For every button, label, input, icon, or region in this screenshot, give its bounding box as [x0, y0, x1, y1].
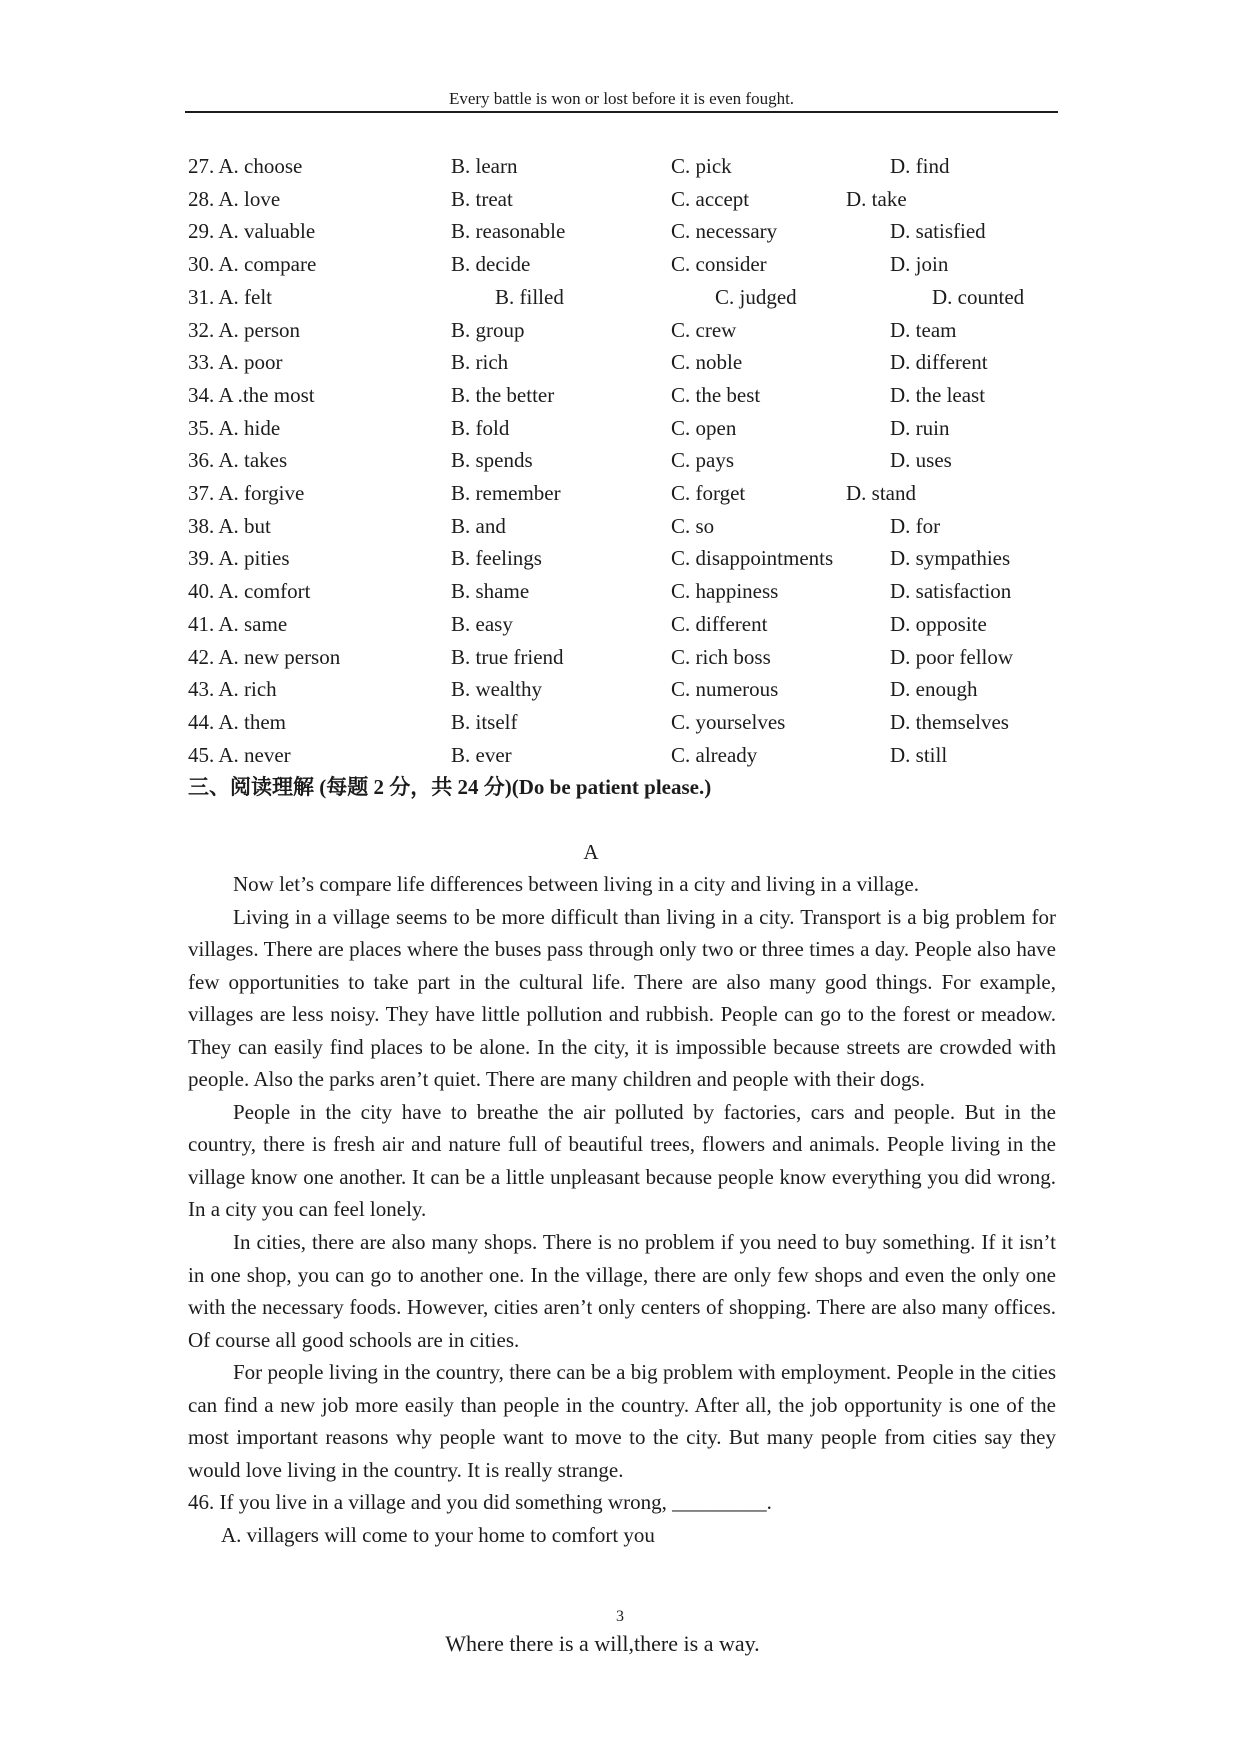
passage-label: A — [583, 840, 599, 864]
option-a: 32. A. person — [188, 317, 300, 342]
passage-paragraph: In cities, there are also many shops. There is no problem if you need to buy something. If it isn’t in one shop, you can go to another one. In the village, there are only few shops and even the only one with the necessary foods. However, cities aren’t only centers of shopping. There are also many offices. Of course all good schools are in cities. — [188, 1230, 1056, 1352]
option-b: B. and — [451, 513, 506, 538]
passage-paragraph: Now let’s compare life differences between living in a city and living in a village. — [233, 872, 919, 896]
option-d: D. stand — [846, 481, 916, 505]
question-46-stem: 46. If you live in a village and you did something wrong, _________. — [188, 1490, 772, 1515]
option-c: C. pays — [671, 448, 734, 473]
option-b: B. feelings — [451, 546, 542, 571]
option-b: B. easy — [451, 611, 513, 636]
option-a: 34. A .the most — [188, 382, 315, 407]
option-a: 28. A. love — [188, 186, 281, 211]
option-c: C. crew — [671, 317, 737, 342]
option-a: 36. A. takes — [188, 448, 288, 473]
option-c: C. numerous — [671, 677, 779, 702]
option-b: B. remember — [451, 481, 561, 505]
option-b: B. rich — [451, 350, 509, 375]
question-row — [0, 608, 1241, 641]
passage-paragraph: Living in a village seems to be more difficult than living in a city. Transport is a big problem for villages. There are places where the buses pass through only two or three times a day. People also have few opportunities to take part in the cultural life. There are also many good things. For example, villages are less noisy. They have little pollution and rubbish. People can go to the forest or meadow. They can easily find places to be alone. In the city, it is impossible because streets are crowded with people. Also the parks aren’t quiet. There are many children and people with their dogs. — [188, 904, 1056, 1092]
option-a: 40. A. comfort — [188, 579, 311, 604]
option-b: B. the better — [451, 382, 555, 407]
question-row — [0, 314, 1241, 347]
option-b: B. fold — [451, 415, 510, 440]
question-row — [0, 542, 1241, 575]
option-d: D. themselves — [890, 709, 1009, 734]
option-c: C. judged — [715, 284, 797, 309]
option-b: B. spends — [451, 448, 533, 473]
question-row — [0, 673, 1241, 706]
question-row — [0, 215, 1241, 248]
option-d: D. different — [890, 350, 988, 375]
question-46-option-a: A. villagers will come to your home to comfort you — [221, 1522, 655, 1547]
passage-paragraph: People in the city have to breathe the air polluted by factories, cars and people. But in the country, there is fresh air and nature full of beautiful trees, flowers and animals. People living in the village know one another. It can be a little unpleasant because people know everything you did wrong. In a city you can feel lonely. — [188, 1099, 1056, 1222]
option-d: D. the least — [890, 382, 986, 407]
option-d: D. ruin — [890, 415, 950, 440]
question-row — [0, 510, 1241, 543]
option-d: D. for — [890, 513, 941, 538]
question-row — [0, 706, 1241, 739]
page-number: 3 — [616, 1608, 624, 1625]
option-a: 42. A. new person — [188, 644, 341, 669]
option-a: 44. A. them — [188, 709, 286, 734]
option-c: C. already — [671, 742, 758, 767]
option-c: C. rich boss — [671, 644, 771, 669]
option-b: B. shame — [451, 579, 530, 604]
question-row — [0, 346, 1241, 379]
option-c: C. so — [671, 513, 715, 538]
option-a: 39. A. pities — [188, 546, 290, 571]
option-d: D. uses — [890, 448, 952, 473]
option-b: B. treat — [451, 186, 513, 211]
header-rule — [185, 111, 1058, 113]
option-a: 31. A. felt — [188, 284, 272, 309]
option-d: D. counted — [932, 284, 1025, 309]
question-row — [0, 477, 1241, 510]
option-c: C. forget — [671, 481, 746, 505]
question-row — [0, 641, 1241, 674]
passage-a — [188, 868, 1056, 1551]
option-b: B. true friend — [451, 644, 564, 669]
question-row — [0, 183, 1241, 216]
option-d: D. still — [890, 742, 948, 767]
option-a: 30. A. compare — [188, 252, 317, 277]
option-b: B. itself — [451, 709, 518, 734]
option-d: D. find — [890, 154, 950, 178]
option-d: D. team — [890, 317, 957, 342]
option-b: B. filled — [495, 284, 564, 309]
option-b: B. ever — [451, 742, 512, 767]
option-b: B. wealthy — [451, 677, 542, 702]
option-c: C. open — [671, 415, 737, 440]
question-row — [0, 281, 1241, 314]
option-c: C. happiness — [671, 579, 779, 604]
section-title: 三、阅读理解 (每题 2 分，共 24 分)(Do be patient please.) — [188, 775, 712, 799]
option-c: C. accept — [671, 186, 750, 211]
passage-paragraph: For people living in the country, there can be a big problem with employment. People in the cities can find a new job more easily than people in the country. After all, the job opportunity is one of the most important reasons why people want to move to the city. But many people from cities say they would love living in the country. It is really strange. — [188, 1360, 1056, 1482]
option-d: D. poor fellow — [890, 644, 1014, 669]
option-a: 45. A. never — [188, 742, 291, 767]
option-a: 37. A. forgive — [188, 481, 305, 505]
option-d: D. sympathies — [890, 546, 1011, 571]
option-a: 33. A. poor — [188, 350, 283, 375]
option-d: D. satisfied — [890, 219, 986, 244]
question-row — [0, 379, 1241, 412]
option-d: D. opposite — [890, 611, 987, 636]
option-c: C. pick — [671, 154, 732, 178]
question-row — [0, 150, 1241, 183]
option-c: C. noble — [671, 350, 743, 375]
header-motto: Every battle is won or lost before it is even fought. — [448, 89, 795, 108]
footer-motto: Where there is a will,there is a way. — [445, 1631, 760, 1656]
option-c: C. necessary — [671, 219, 778, 244]
question-row — [0, 739, 1241, 772]
option-a: 27. A. choose — [188, 154, 303, 178]
option-c: C. yourselves — [671, 709, 786, 734]
option-d: D. join — [890, 252, 949, 277]
question-row — [0, 412, 1241, 445]
option-a: 29. A. valuable — [188, 219, 316, 244]
option-c: C. consider — [671, 252, 767, 277]
option-c: C. different — [671, 611, 768, 636]
option-a: 38. A. but — [188, 513, 271, 538]
option-a: 35. A. hide — [188, 415, 281, 440]
option-b: B. reasonable — [451, 219, 566, 244]
option-c: C. the best — [671, 382, 761, 407]
option-d: D. take — [846, 186, 907, 211]
option-a: 43. A. rich — [188, 677, 277, 702]
option-a: 41. A. same — [188, 611, 288, 636]
question-row — [0, 248, 1241, 281]
option-b: B. group — [451, 317, 525, 342]
option-d: D. enough — [890, 677, 978, 702]
option-c: C. disappointments — [671, 546, 834, 571]
question-row — [0, 575, 1241, 608]
option-b: B. learn — [451, 154, 518, 178]
option-d: D. satisfaction — [890, 579, 1012, 604]
question-row — [0, 444, 1241, 477]
option-b: B. decide — [451, 252, 531, 277]
